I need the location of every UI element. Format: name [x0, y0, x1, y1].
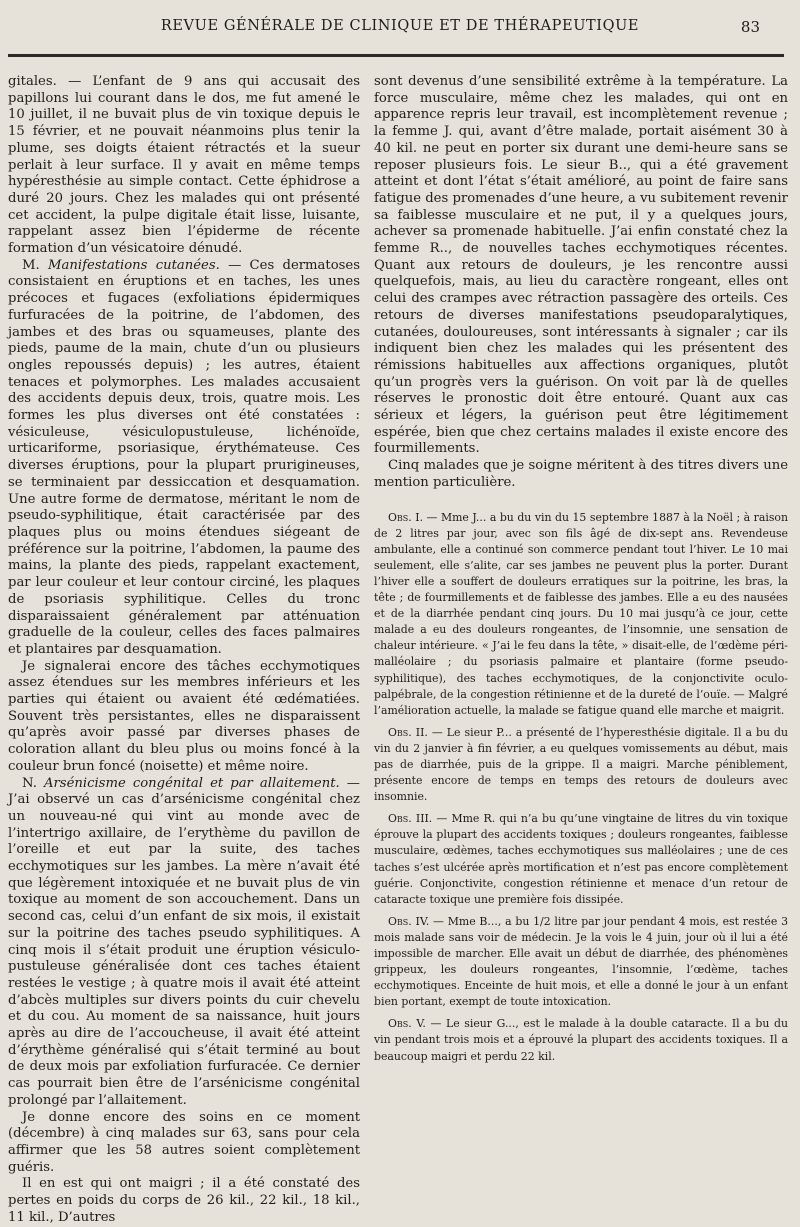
page-number: 83 — [740, 18, 760, 36]
paragraph-congenital — [8, 776, 360, 1110]
journal-title: REVUE GÉNÉRALE DE CLINIQUE ET DE THÉRAPEUTIQUE — [160, 18, 640, 34]
observation-2 — [374, 725, 788, 805]
observation-4 — [374, 914, 788, 1011]
paragraph-weight-loss: Il en est qui ont maigri ; il a été constaté des pertes en poids du corps de 26 kil., 22 kil., 18 kil., 11 kil., D’autres — [8, 1176, 360, 1225]
paragraph-eczema-end: gitales. — L’enfant de 9 ans qui accusait des papillons lui courant dans le dos, me fut amené le 10 juillet, il ne buvait plus de vin toxique depuis le 15 février, et ne pouvait néanmoins plus tenir la plume, ses doigts étaient rétractés et la sueur perlait à leur surface. Il y avait en même temps hypéresthésie au simple contact. Cette éphidrose a duré 20 jours. Chez les malades qui ont présenté cet accident, la pulpe digitale était lisse, luisante, rappelant assez bien l’épiderme de récente formation d’un vésicatoire dénudé. — [8, 74, 360, 257]
observation-text: — Mme J... a bu du vin du 15 septembre 1887 à la Noël ; à raison de 2 litres par jour, avec son fils âgé de dix-sept ans. Revendeuse ambulante, elle a continué son commerce pendant tout l’hiver. Le 10 mai seulement, elle s’alite, car ses jambes ne peuvent plus la porter. Durant l’hiver elle a souffert de douleurs erratiques sur la poitrine, les bras, la tête ; de fourmillements et de faiblesse des jambes. Elle a eu des nausées et de la diarrhée pendant cinq jours. Du 10 mai jusqu’à ce jour, cette malade a eu des douleurs rongeantes, de l’insomnie, une sensation de chaleur intérieure. « J’ai le feu dans la tête, » disait-elle, de l’œdème péri-malléolaire ; du psoriasis palmaire et plantaire (forme pseudo-syphilitique), des taches ecchymotiques, de la conjonctivite oculo-palpébrale, de la congestion rétinienne et de la dureté de l’ouïe. — Malgré l’amélioration actuelle, la malade se fatigue quand elle marche et maigrit. — [374, 510, 788, 717]
paragraph-ecchymotic-spots: Je signalerai encore des tâches ecchymotiques assez étendues sur les membres inférieurs et les parties qui étaient ou avaient été œdématiées. Souvent très persistantes, elles ne disparaissent qu’après avoir passé par diverses phases de coloration allant du bleu plus ou moins foncé à la couleur brun foncé (noisette) et même noire. — [8, 658, 360, 774]
observation-3 — [374, 811, 788, 908]
spacer — [374, 492, 788, 504]
left-column — [8, 74, 360, 1227]
running-header — [0, 16, 800, 40]
observation-text: — Mme R. qui n’a bu qu’une vingtaine de litres du vin toxique éprouve la plupart des accidents toxiques ; douleurs rongeantes, faiblesse musculaire, œdèmes, taches ecchymotiques sus malléolaires ; une de ces taches s’est ulcérée après mortification et n’est pas encore complètement guérie. Conjonctivite, congestion rétinienne et menace d’un retour de cataracte toxique une première fois dissipée. — [374, 812, 788, 906]
paragraph-sensitivity: sont devenus d’une sensibilité extrême à la température. La force musculaire, même chez les malades, qui ont en apparence repris leur travail, est incomplètement revenue ; la femme J. qui, avant d’être malade, portait aisément 30 à 40 kil. ne peut en porter six durant une demi-heure sans se reposer plusieurs fois. Le sieur B.., qui a été gravement atteint et dont l’état s’était amélioré, au point de faire sans fatigue des promenades d’une heure, a vu subitement revenir sa faiblesse musculaire et ne put, il y a quelques jours, achever sa promenade habituelle. J’ai enfin constaté chez la femme R.., de nouvelles taches ecchymotiques récentes. Quant aux retours de douleurs, je les rencontre aussi quelquefois, mais, au lieu du caractère rongeant, elles ont celui des crampes avec rétraction passagère des orteils. Ces retours de diverses manifestations pseudoparalytiques, cutanées, douloureuses, sont intéressants à signaler ; car ils indiquent bien chez les malades qui les présentent des rémissions habituelles aux affections organiques, plutôt qu’un progrès vers la guérison. On voit par là de quelles réserves le pronostic doit être entouré. Quant aux cas sérieux et légers, la guérison peut être légitimement espérée, bien que chez certains malades il existe encore des fourmillements. — [374, 74, 788, 457]
section-letter: M. — [22, 257, 40, 273]
paragraph-five-patients: Cinq malades que je soigne méritent à des titres divers une mention particulière. — [374, 458, 788, 490]
observation-text: — Le sieur P... a présenté de l’hyperesthésie digitale. Il a bu du vin du 2 janvier à fin février, a eu quelques vomissements au début, mais pas de diarrhée, puis de la grippe. Il a maigri. Marche péniblement, présente encore de temps en temps des retours de douleurs avec insomnie. — [374, 725, 788, 804]
observation-label: Obs. IV. — [388, 914, 430, 928]
paragraph-skin-manifestations — [8, 258, 360, 659]
observation-label: Obs. II. — [388, 725, 428, 739]
observation-text: — Le sieur G..., est le malade à la double cataracte. Il a bu du vin pendant trois mois et a éprouvé la plupart des accidents toxiques. Il a beaucoup maigri et perdu 22 kil. — [374, 1017, 788, 1063]
observation-5 — [374, 1016, 788, 1064]
paragraph-current-care: Je donne encore des soins en ce moment (décembre) à cinq malades sur 63, sans pour cela affirmer que les 58 autres soient complètement guéris. — [8, 1109, 360, 1175]
section-heading-skin: Manifestations cutanées. — [48, 257, 220, 273]
section-heading-congenital: Arsénicisme congénital et par allaitement. — [43, 775, 340, 791]
observation-label: Obs. V. — [388, 1017, 426, 1031]
observation-text: — Mme B..., a bu 1/2 litre par jour pendant 4 mois, est restée 3 mois malade sans voir de médecin. Je la vois le 4 juin, jour où il lui a été impossible de marcher. Elle avait un début de diarrhée, des phénomènes grippeux, les douleurs rongeantes, l’insomnie, l’œdème, taches ecchymotiques. Enceinte de huit mois, et elle a donné le jour à un enfant bien portant, exempt de toute intoxication. — [374, 914, 788, 1009]
section-letter: N. — [22, 775, 37, 791]
paragraph-text: — Ces dermatoses consistaient en éruptions et en taches, les unes précoces et fugaces (exfoliations épidermiques furfuracées de la poitrine, de l’abdomen, des jambes et des bras ou squameuses, plante des pieds, paume de la main, chute d’un ou plusieurs ongles repoussés depuis) ; les autres, étaient tenaces et polymorphes. Les malades accusaient des accidents depuis deux, trois, quatre mois. Les formes les plus diverses ont été constatées : vésiculeuse, vésiculopustuleuse, lichénoïde, urticariforme, psoriasique, érythémateuse. Ces diverses éruptions, pour la plupart prurigineuses, se terminaient par dessiccation et desquamation. Une autre forme de dermatose, méritant le nom de pseudo-syphilitique, était caractérisée par des plaques plus ou moins étendues siégeant de préférence sur la poitrine, l’abdomen, la paume des mains, la plante des pieds, rappelant exactement, par leur couleur et leur contour circiné, les plaques de psoriasis syphilitique. Celles du tronc disparaissaient généralement par atténuation graduelle de la couleur, celles des faces palmaires et plantaires par desquamation. — [8, 257, 360, 657]
observation-label: Obs. I. — [388, 510, 424, 524]
paragraph-text: — J’ai observé un cas d’arsénicisme congénital chez un nouveau-né qui vint au monde avec de l’intertrigo axillaire, de l’erythème du pavillon de l’oreille et eut par la suite, des taches ecchymotiques sur les jambes. La mère n’avait été que légèrement intoxiquée et ne buvait plus de vin toxique au moment de son accouchement. Dans un second cas, celui d’un enfant de six mois, il existait sur la poitrine des taches pseudo syphilitiques. A cinq mois il s’était produit une éruption vésiculo-pustuleuse généralisée dont ces taches étaient restées le vestige ; à quatre mois il avait été atteint d’abcès multiples sur divers points du cuir chevelu et du cou. Au moment de sa naissance, huit jours après au dire de l’accoucheuse, il avait été atteint d’érythème généralisé qui s’était terminé au bout de deux mois par exfoliation furfuracée. Ce dernier cas pourrait bien être de l’arsénicisme congénital prolongé par l’allaitement. — [8, 775, 360, 1108]
header-rule — [8, 54, 784, 57]
observation-label: Obs. III. — [388, 812, 433, 826]
observation-1 — [374, 510, 788, 719]
right-column — [374, 74, 788, 1065]
